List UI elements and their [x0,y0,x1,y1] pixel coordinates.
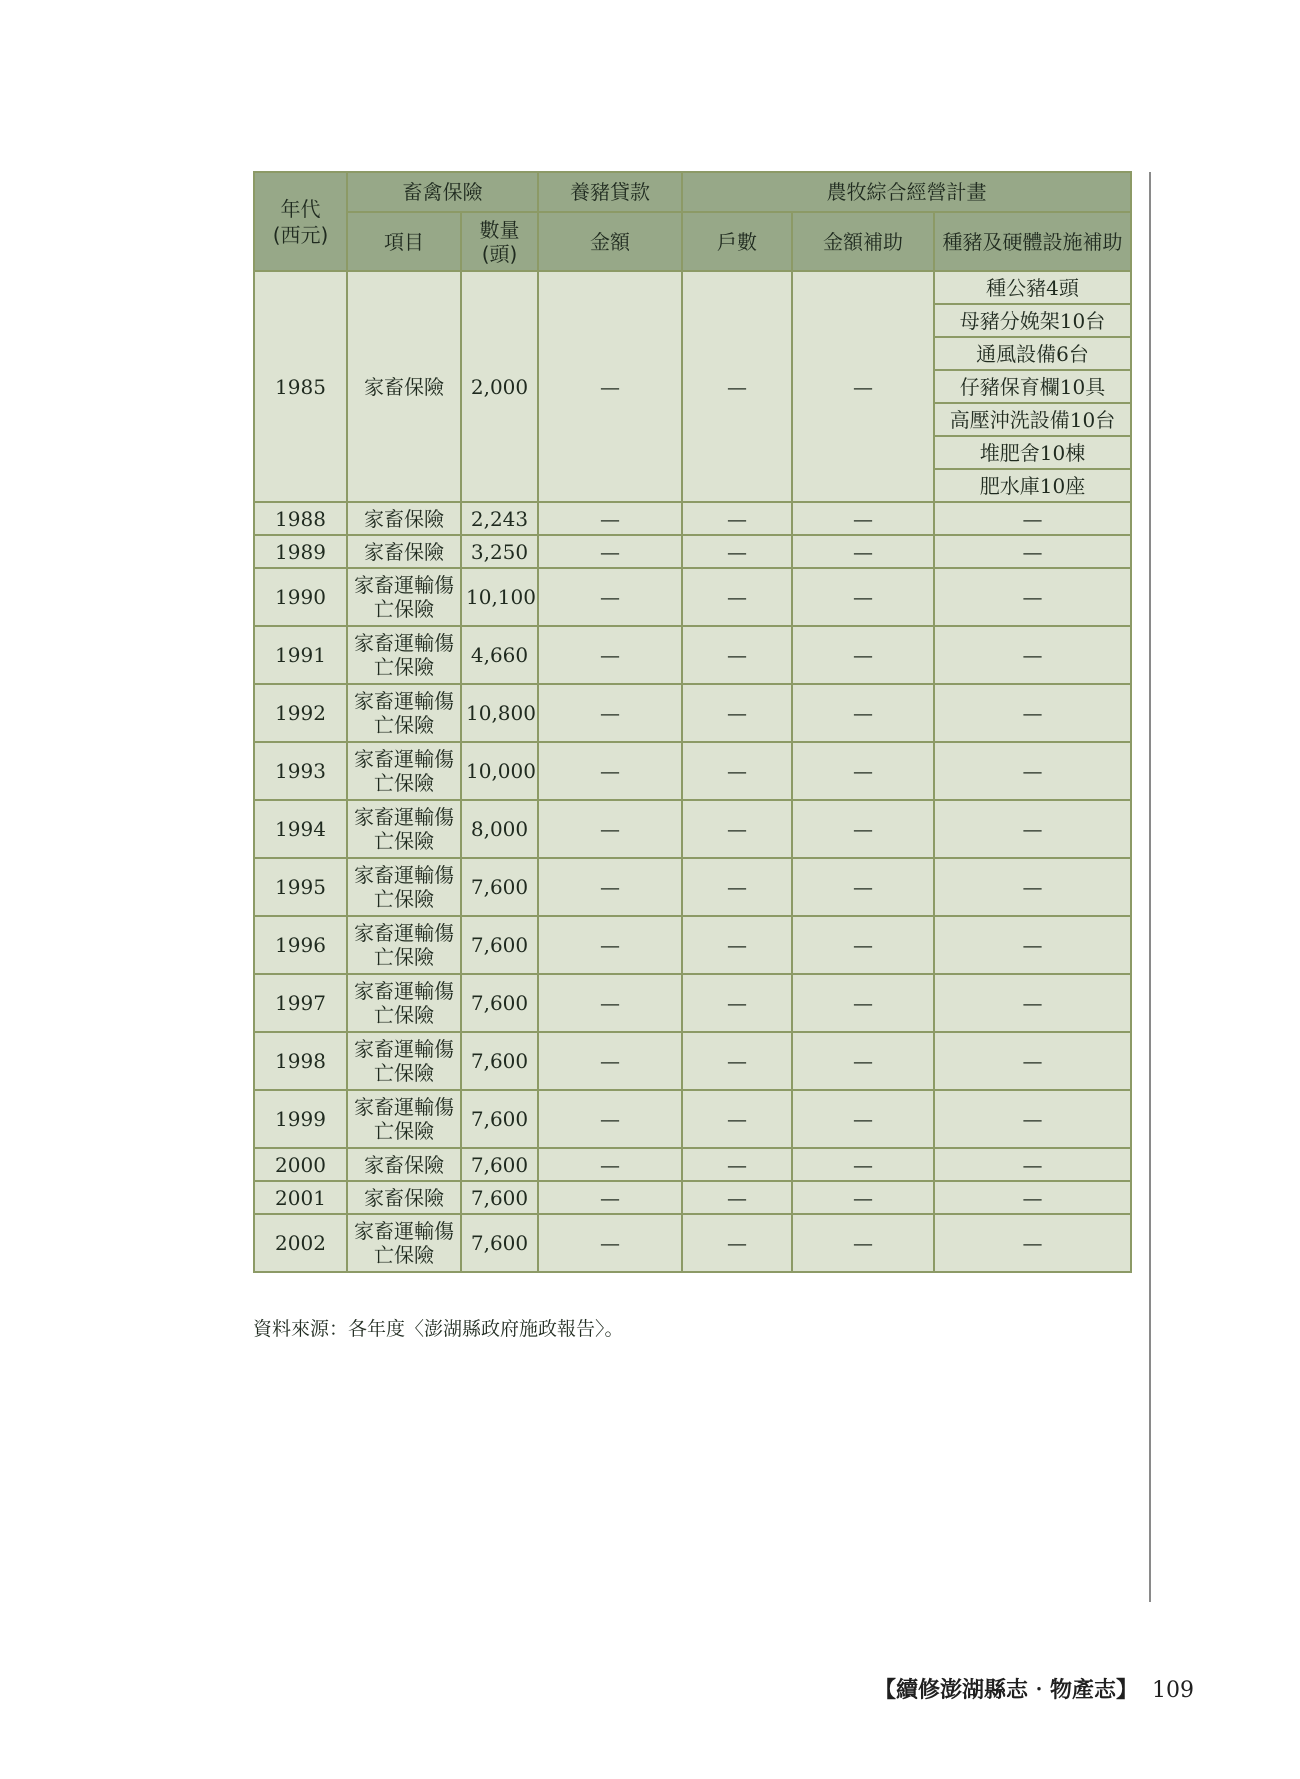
header-households: 戶數 [682,212,792,271]
header-facility: 種豬及硬體設施補助 [934,212,1131,271]
cell-loan-amount: — [538,626,682,684]
cell-facility: 通風設備6台 [934,337,1131,370]
cell-households: — [682,1214,792,1272]
cell-facility: — [934,568,1131,626]
cell-loan-amount: — [538,800,682,858]
cell-facility: — [934,1181,1131,1214]
book-title: 【續修澎湖縣志‧物產志】 [874,1677,1139,1703]
cell-item: 家畜運輸傷亡保險 [347,800,461,858]
cell-facility: — [934,535,1131,568]
cell-year: 1997 [254,974,347,1032]
cell-facility: 高壓沖洗設備10台 [934,403,1131,436]
cell-item: 家畜運輸傷亡保險 [347,626,461,684]
header-year: 年代 (西元) [254,172,347,271]
cell-households: — [682,1181,792,1214]
cell-year: 1991 [254,626,347,684]
cell-year: 1998 [254,1032,347,1090]
table-row [254,568,1131,626]
cell-item: 家畜運輸傷亡保險 [347,742,461,800]
cell-subsidy: — [792,1214,934,1272]
cell-facility: 母豬分娩架10台 [934,304,1131,337]
cell-households: — [682,974,792,1032]
cell-loan-amount: — [538,742,682,800]
header-item: 項目 [347,212,461,271]
cell-item: 家畜運輸傷亡保險 [347,568,461,626]
cell-quantity: 2,243 [461,502,538,535]
cell-quantity: 3,250 [461,535,538,568]
cell-households: — [682,1032,792,1090]
cell-item: 家畜運輸傷亡保險 [347,858,461,916]
cell-loan-amount: — [538,568,682,626]
cell-subsidy: — [792,626,934,684]
cell-year: 1988 [254,502,347,535]
cell-households: — [682,1090,792,1148]
cell-subsidy: — [792,974,934,1032]
cell-households: — [682,1148,792,1181]
page-number: 109 [1152,1678,1195,1703]
table-row [254,626,1131,684]
cell-loan-amount: — [538,858,682,916]
cell-facility: — [934,1090,1131,1148]
cell-year: 1999 [254,1090,347,1148]
header-insurance: 畜禽保險 [347,172,538,212]
cell-item: 家畜保險 [347,271,461,502]
cell-item: 家畜保險 [347,1148,461,1181]
cell-year: 2001 [254,1181,347,1214]
cell-subsidy: — [792,502,934,535]
cell-households: — [682,535,792,568]
cell-quantity: 8,000 [461,800,538,858]
cell-loan-amount: — [538,684,682,742]
cell-loan-amount: — [538,974,682,1032]
cell-quantity: 7,600 [461,974,538,1032]
cell-facility: — [934,1214,1131,1272]
cell-quantity: 7,600 [461,1214,538,1272]
table-row [254,1181,1131,1214]
cell-subsidy: — [792,535,934,568]
cell-loan-amount: — [538,1214,682,1272]
cell-subsidy: — [792,1181,934,1214]
table-row [254,742,1131,800]
table-row [254,502,1131,535]
cell-subsidy: — [792,800,934,858]
cell-facility: — [934,858,1131,916]
cell-subsidy: — [792,271,934,502]
cell-item: 家畜運輸傷亡保險 [347,974,461,1032]
cell-year: 1996 [254,916,347,974]
cell-facility: 仔豬保育欄10具 [934,370,1131,403]
cell-subsidy: — [792,916,934,974]
cell-facility: — [934,1148,1131,1181]
cell-quantity: 10,100 [461,568,538,626]
cell-item: 家畜運輸傷亡保險 [347,1214,461,1272]
cell-facility: 肥水庫10座 [934,469,1131,502]
cell-loan-amount: — [538,502,682,535]
cell-quantity: 7,600 [461,1181,538,1214]
cell-item: 家畜運輸傷亡保險 [347,1032,461,1090]
cell-loan-amount: — [538,916,682,974]
cell-quantity: 2,000 [461,271,538,502]
cell-households: — [682,502,792,535]
cell-year: 1985 [254,271,347,502]
header-quantity: 數量 (頭) [461,212,538,271]
page-margin-rule [1149,172,1151,1602]
cell-item: 家畜運輸傷亡保險 [347,1090,461,1148]
cell-quantity: 7,600 [461,858,538,916]
header-subsidy: 金額補助 [792,212,934,271]
cell-year: 1994 [254,800,347,858]
cell-loan-amount: — [538,1032,682,1090]
cell-subsidy: — [792,858,934,916]
cell-households: — [682,742,792,800]
cell-quantity: 7,600 [461,916,538,974]
cell-year: 1992 [254,684,347,742]
cell-item: 家畜保險 [347,1181,461,1214]
cell-facility: — [934,626,1131,684]
table-row [254,1148,1131,1181]
table-row [254,684,1131,742]
cell-loan-amount: — [538,271,682,502]
cell-quantity: 7,600 [461,1090,538,1148]
cell-quantity: 4,660 [461,626,538,684]
page-footer [874,1673,1194,1704]
cell-loan-amount: — [538,1090,682,1148]
cell-quantity: 10,800 [461,684,538,742]
cell-year: 2002 [254,1214,347,1272]
header-amount: 金額 [538,212,682,271]
cell-loan-amount: — [538,1181,682,1214]
cell-quantity: 7,600 [461,1148,538,1181]
cell-facility: — [934,502,1131,535]
cell-households: — [682,626,792,684]
table-row [254,800,1131,858]
cell-item: 家畜運輸傷亡保險 [347,916,461,974]
cell-item: 家畜運輸傷亡保險 [347,684,461,742]
livestock-subsidy-table [253,171,1132,1273]
cell-loan-amount: — [538,1148,682,1181]
cell-quantity: 10,000 [461,742,538,800]
table-row [254,974,1131,1032]
cell-quantity: 7,600 [461,1032,538,1090]
cell-subsidy: — [792,1032,934,1090]
cell-facility: — [934,916,1131,974]
cell-subsidy: — [792,568,934,626]
cell-facility: — [934,742,1131,800]
table-row [254,535,1131,568]
cell-households: — [682,858,792,916]
cell-subsidy: — [792,742,934,800]
table-row [254,271,1131,304]
table-row [254,858,1131,916]
cell-year: 1993 [254,742,347,800]
header-farm-plan: 農牧綜合經營計畫 [682,172,1131,212]
cell-item: 家畜保險 [347,502,461,535]
cell-facility: 堆肥舍10棟 [934,436,1131,469]
table-row [254,916,1131,974]
cell-households: — [682,568,792,626]
source-note: 資料來源：各年度〈澎湖縣政府施政報告〉。 [253,1318,624,1340]
cell-year: 1990 [254,568,347,626]
cell-facility: — [934,684,1131,742]
cell-loan-amount: — [538,535,682,568]
cell-year: 2000 [254,1148,347,1181]
header-pig-loan: 養豬貸款 [538,172,682,212]
cell-year: 1995 [254,858,347,916]
cell-facility: 種公豬4頭 [934,271,1131,304]
table-row [254,1032,1131,1090]
cell-subsidy: — [792,1148,934,1181]
table-row [254,1090,1131,1148]
cell-item: 家畜保險 [347,535,461,568]
cell-households: — [682,916,792,974]
cell-facility: — [934,800,1131,858]
cell-subsidy: — [792,684,934,742]
cell-year: 1989 [254,535,347,568]
cell-households: — [682,271,792,502]
cell-subsidy: — [792,1090,934,1148]
table-row [254,1214,1131,1272]
cell-households: — [682,684,792,742]
cell-facility: — [934,974,1131,1032]
cell-facility: — [934,1032,1131,1090]
cell-households: — [682,800,792,858]
